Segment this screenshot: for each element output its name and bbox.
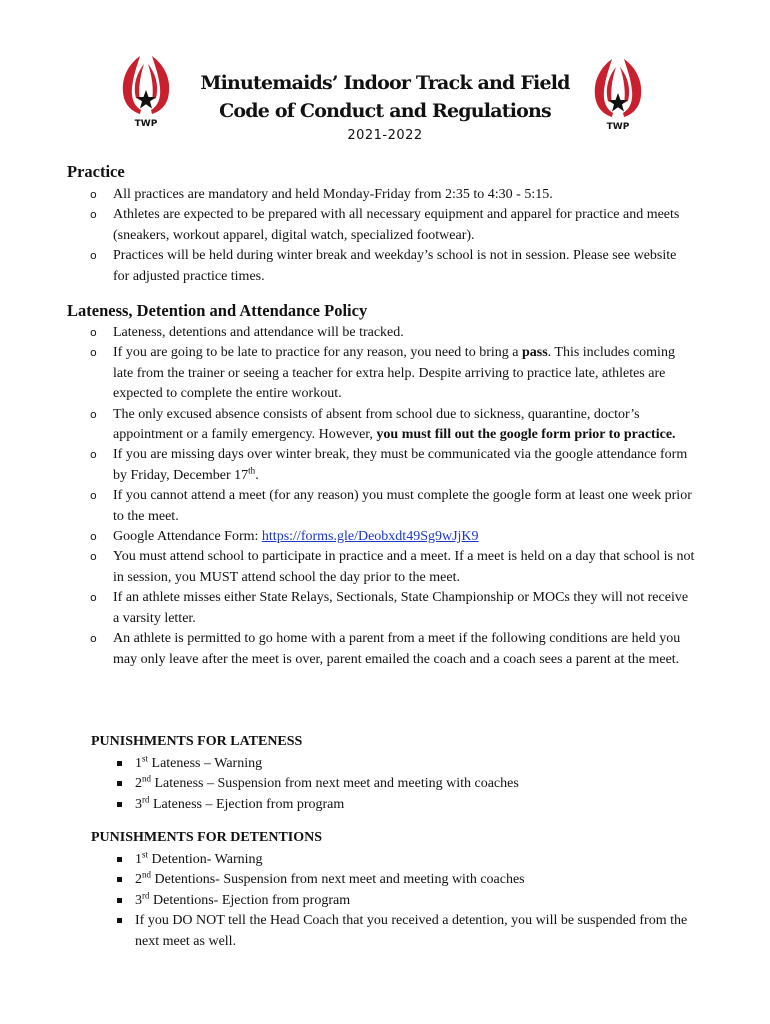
list-item [0, 870, 695, 890]
ordinal-number: 2 [135, 776, 142, 792]
circle-bullet-icon: o [90, 448, 97, 462]
twp-logo-left [114, 52, 178, 128]
circle-bullet-icon: o [90, 407, 97, 421]
punishments-detentions-list [0, 850, 695, 952]
ordinal-number: 1 [135, 756, 142, 771]
punishment-text: Detention- Warning [148, 852, 263, 867]
circle-bullet-icon: o [90, 188, 97, 201]
punishments-lateness-heading: PUNISHMENTS FOR LATENESS [91, 734, 303, 749]
square-bullet-icon [117, 918, 122, 923]
list-item [0, 323, 695, 343]
punishment-text: Lateness – Suspension from next meet and meeting with coaches [151, 776, 519, 792]
list-item [0, 246, 695, 287]
ordinal-suffix: st [142, 849, 149, 860]
list-item [0, 911, 695, 952]
document-title-line-1: Minutemaids’ Indoor Track and Field [200, 72, 570, 94]
list-item [0, 588, 695, 629]
punishment-text: If you DO NOT tell the Head Coach that you received a detention, you will be suspended from the next meet as well. [135, 913, 688, 949]
list-item [0, 205, 695, 246]
list-item [0, 629, 695, 670]
punishments-detentions-heading: PUNISHMENTS FOR DETENTIONS [91, 830, 323, 845]
attendance-form-label: Google Attendance Form: [113, 529, 262, 545]
logo-left-text: TWP [134, 119, 158, 128]
ordinal-suffix: nd [142, 869, 151, 880]
lateness-item-3-text: The only excused absence consists of absent from school due to sickness, quarantine, doctor’s appointment or a family emergency. However, [113, 406, 640, 443]
list-item [0, 486, 695, 527]
lateness-heading: Lateness, Detention and Attendance Policy [67, 301, 368, 320]
list-item [0, 754, 695, 774]
circle-bullet-icon: o [90, 489, 97, 503]
google-form-emphasis: you must fill out the google form prior to practice. [376, 427, 676, 443]
list-item [0, 850, 695, 870]
ordinal-number: 3 [135, 892, 142, 908]
practice-heading: Practice [67, 162, 125, 181]
circle-bullet-icon: o [90, 326, 97, 339]
practice-list [0, 185, 695, 287]
punishments-lateness-list [0, 754, 695, 815]
square-bullet-icon [117, 781, 122, 786]
lateness-item-8: If an athlete misses either State Relays, Sectionals, State Championship or MOCs they will not receive a varsity letter. [113, 590, 689, 626]
practice-item-2: Athletes are expected to be prepared with all necessary equipment and apparel for practice and meets (sneakers, workout apparel, digital watch, specialized footwear). [113, 207, 680, 243]
ordinal-suffix: rd [142, 794, 150, 805]
list-item [0, 445, 695, 486]
lateness-item-4-end: . [255, 467, 259, 483]
lateness-item-2-text: If you are going to be late to practice for any reason, you need to bring a [113, 345, 522, 361]
square-bullet-icon [117, 802, 122, 807]
punishment-text: Lateness – Ejection from program [149, 796, 345, 812]
circle-bullet-icon: o [90, 208, 97, 222]
ordinal-suffix: st [142, 753, 149, 764]
circle-bullet-icon: o [90, 632, 97, 646]
lateness-item-5: If you cannot attend a meet (for any reason) you must complete the google form at least one week prior to the meet. [113, 488, 692, 524]
lateness-item-4-text: If you are missing days over winter break, they must be communicated via the google attendance form by Friday, December 17 [113, 447, 688, 483]
punishment-text: Detentions- Ejection from program [149, 892, 351, 908]
list-item [0, 774, 695, 794]
lateness-item-7: You must attend school to participate in practice and a meet. If a meet is held on a day that school is not in session, you MUST attend school the day prior to the meet. [113, 549, 695, 585]
punishment-text: Lateness – Warning [148, 756, 263, 771]
date-suffix: th [248, 465, 256, 476]
square-bullet-icon [117, 857, 122, 862]
ordinal-suffix: nd [142, 773, 151, 784]
list-item [0, 185, 695, 205]
pass-emphasis: pass [521, 345, 548, 361]
practice-item-3: Practices will be held during winter break and weekday’s school is not in session. Please see website for adjusted practice times. [113, 248, 677, 284]
list-item [0, 527, 695, 547]
circle-bullet-icon: o [90, 591, 97, 605]
lateness-item-1: Lateness, detentions and attendance will be tracked. [113, 325, 404, 340]
list-item [0, 795, 695, 815]
punishment-text: Detentions- Suspension from next meet and meeting with coaches [151, 872, 525, 888]
lateness-list [0, 323, 695, 670]
ordinal-number: 3 [135, 796, 142, 812]
circle-bullet-icon: o [90, 550, 97, 564]
circle-bullet-icon: o [90, 346, 97, 360]
logo-right-text: TWP [606, 122, 630, 131]
list-item [0, 405, 695, 446]
document-header [170, 69, 600, 146]
season-label: 2021-2022 [347, 128, 423, 143]
square-bullet-icon [117, 898, 122, 903]
ordinal-suffix: rd [142, 890, 150, 901]
document-title-line-2: Code of Conduct and Regulations [219, 100, 551, 122]
circle-bullet-icon: o [90, 249, 97, 263]
ordinal-number: 2 [135, 872, 142, 888]
list-item [0, 343, 695, 404]
attendance-form-link[interactable]: https://forms.gle/Deobxdt49Sg9wJjK9 [261, 529, 479, 545]
lateness-item-2-text-cont: . This includes coming late from the trainer or seeing a teacher for extra help. Despite arriving to practice late, athletes are expected to complete the entire workout. [113, 345, 675, 402]
square-bullet-icon [117, 877, 122, 882]
square-bullet-icon [117, 761, 122, 766]
lateness-item-9: An athlete is permitted to go home with a parent from a meet if the following conditions are held you may only leave after the meet is over, parent emailed the coach and a coach sees a parent at the meet. [113, 631, 681, 667]
list-item [0, 891, 695, 911]
ordinal-number: 1 [135, 852, 142, 867]
circle-bullet-icon: o [90, 530, 97, 544]
list-item [0, 547, 695, 588]
practice-item-1: All practices are mandatory and held Monday-Friday from 2:35 to 4:30 - 5:15. [113, 187, 553, 202]
